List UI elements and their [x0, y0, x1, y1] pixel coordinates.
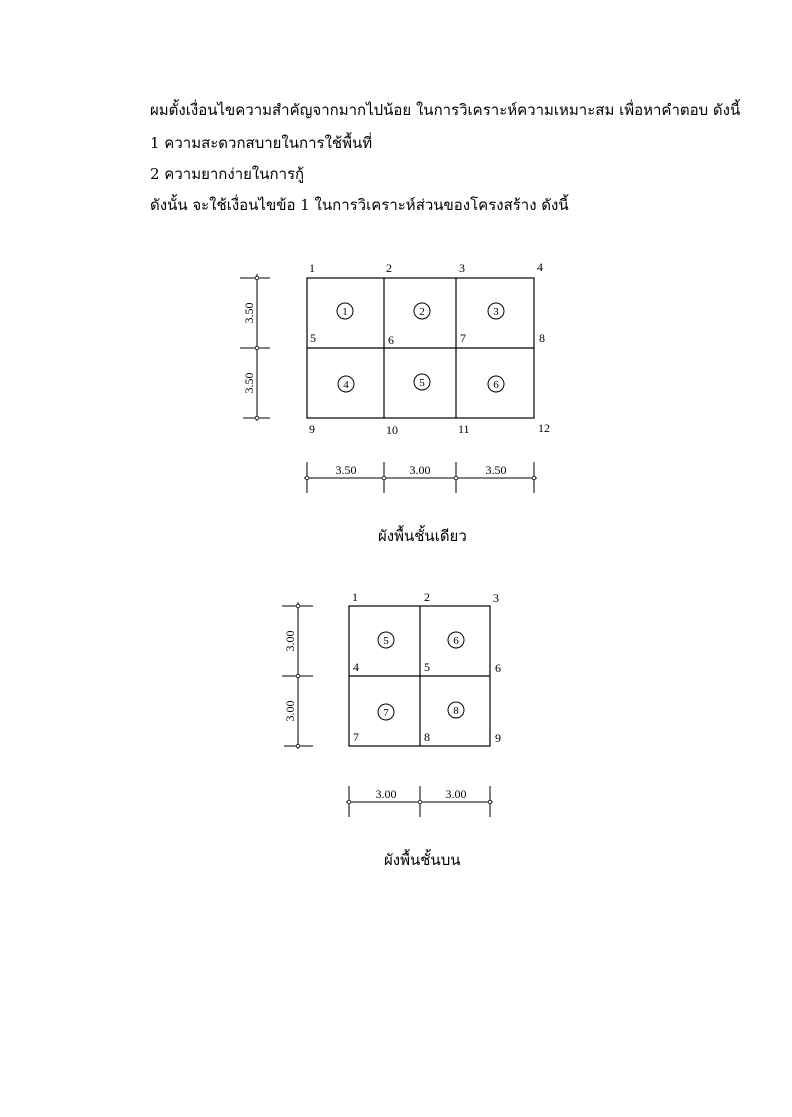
- plan2-left-dimension: [282, 602, 313, 749]
- plan1-dim-bottom-3: 3.50: [485, 463, 507, 477]
- plan1-panel-4: 4: [343, 379, 349, 391]
- plan1-panel-5: 5: [419, 377, 425, 389]
- plan2-panel-7: 7: [383, 707, 389, 719]
- plan1-left-dimension: [240, 274, 270, 421]
- plan2-dim-left-2: 3.00: [283, 700, 297, 722]
- plan1-bottom-dimension: [304, 462, 537, 493]
- plan2-node-2: 2: [424, 590, 430, 604]
- plan2-node-8: 8: [424, 730, 430, 744]
- plan1-node-9: 9: [309, 422, 315, 436]
- plan1-node-1: 1: [309, 261, 315, 275]
- plan1-panel-6: 6: [493, 379, 499, 391]
- plan1-dim-left-2: 3.50: [242, 372, 256, 394]
- plan2-node-3: 3: [493, 591, 499, 605]
- plan1-node-10: 10: [386, 423, 398, 437]
- plan2-caption: ผังพื้นชั้นบน: [384, 851, 461, 869]
- plan2-node-1: 1: [352, 590, 358, 604]
- plan2-node-6: 6: [495, 661, 501, 675]
- plan1-dim-left-1: 3.50: [242, 302, 256, 324]
- plan1-dim-bottom-1: 3.50: [335, 463, 357, 477]
- plan1-node-6: 6: [388, 333, 394, 347]
- intro-text-line: ผมตั้งเงื่อนไขความสำคัญจากมากไปน้อย ในการวิเคราะห์ความเหมาะสม เพื่อหาคำตอบ ดังนี้: [150, 101, 741, 119]
- plan1-grid: [307, 278, 534, 418]
- plan2-node-5: 5: [424, 660, 430, 674]
- plan1-panel-1: 1: [342, 306, 348, 318]
- plan1-node-12: 12: [538, 421, 550, 435]
- plan1-node-5: 5: [310, 331, 316, 345]
- plan2-panel-8: 8: [453, 705, 459, 717]
- plan2-dim-left-1: 3.00: [283, 630, 297, 652]
- plan1-dim-bottom-2: 3.00: [409, 463, 431, 477]
- plan2-node-7: 7: [353, 730, 359, 744]
- plan1-node-2: 2: [386, 261, 392, 275]
- plan1-caption: ผังพื้นชั้นเดียว: [378, 527, 467, 545]
- plan1-node-8: 8: [539, 331, 545, 345]
- plan2-panel-6: 6: [453, 635, 459, 647]
- condition-1-text: 1 ความสะดวกสบายในการใช้พื้นที่: [150, 134, 373, 152]
- conclusion-text: ดังนั้น จะใช้เงื่อนไขข้อ 1 ในการวิเคราะห์ส่วนของโครงสร้าง ดังนี้: [150, 196, 569, 214]
- plan2-dim-bottom-2: 3.00: [445, 787, 467, 801]
- plan2-bottom-dimension: [346, 786, 493, 817]
- plan2-dim-bottom-1: 3.00: [375, 787, 397, 801]
- condition-2-text: 2 ความยากง่ายในการกู้: [150, 165, 305, 183]
- plan2-panel-5: 5: [383, 635, 389, 647]
- plan2-node-labels: [352, 590, 501, 745]
- plan1-node-11: 11: [458, 422, 470, 436]
- plan1-panel-2: 2: [419, 306, 425, 318]
- plan2-grid: [349, 606, 490, 746]
- plan2-node-9: 9: [495, 731, 501, 745]
- plan1-node-7: 7: [460, 331, 466, 345]
- plan1-panel-3: 3: [493, 306, 499, 318]
- plan2-node-4: 4: [353, 660, 359, 674]
- plan1-node-4: 4: [537, 260, 543, 274]
- plan1-node-3: 3: [459, 261, 465, 275]
